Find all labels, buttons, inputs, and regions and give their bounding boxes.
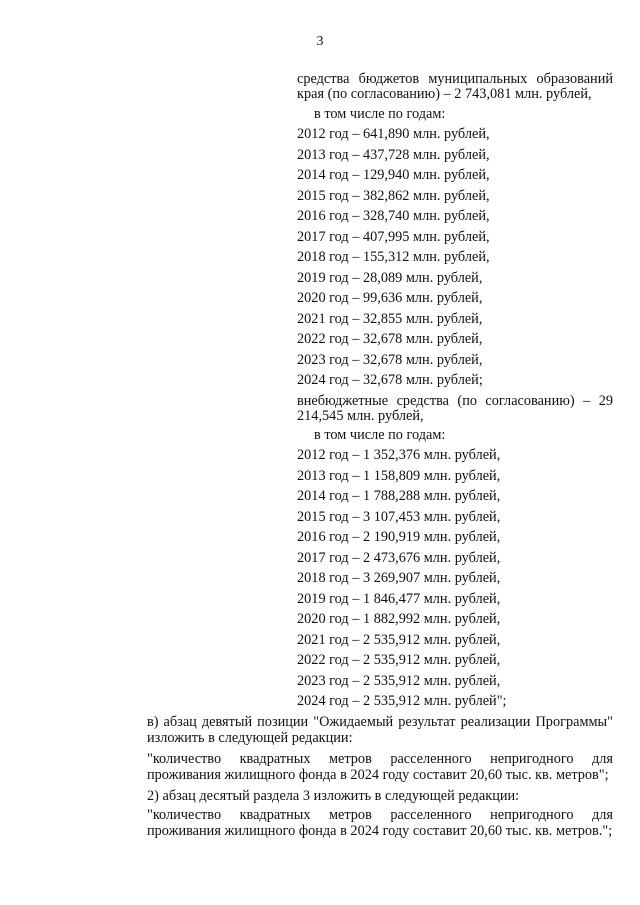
extrabudget-year-2018: 2018 год – 3 269,907 млн. рублей,: [297, 570, 501, 586]
extrabudget-year-2012: 2012 год – 1 352,376 млн. рублей,: [297, 447, 501, 463]
municipal-intro: средства бюджетов муниципальных образований края (по согласованию) – 2 743,081 млн. рублей,: [297, 71, 613, 102]
extrabudget-year-2022: 2022 год – 2 535,912 млн. рублей,: [297, 652, 501, 668]
municipal-year-2023: 2023 год – 32,678 млн. рублей,: [297, 352, 483, 368]
paragraph-item-2: 2) абзац десятый раздела 3 изложить в следующей редакции:: [147, 788, 520, 804]
extrabudget-year-2020: 2020 год – 1 882,992 млн. рублей,: [297, 611, 501, 627]
extrabudget-year-2016: 2016 год – 2 190,919 млн. рублей,: [297, 529, 501, 545]
municipal-year-2022: 2022 год – 32,678 млн. рублей,: [297, 331, 483, 347]
municipal-year-2016: 2016 год – 328,740 млн. рублей,: [297, 208, 490, 224]
extrabudget-year-2024: 2024 год – 2 535,912 млн. рублей";: [297, 693, 507, 709]
municipal-year-2020: 2020 год – 99,636 млн. рублей,: [297, 290, 483, 306]
page-number: 3: [316, 34, 324, 49]
extrabudget-year-2023: 2023 год – 2 535,912 млн. рублей,: [297, 673, 501, 689]
municipal-year-2012: 2012 год – 641,890 млн. рублей,: [297, 126, 490, 142]
extrabudget-year-2019: 2019 год – 1 846,477 млн. рублей,: [297, 591, 501, 607]
extrabudget-intro: внебюджетные средства (по согласованию) – 29 214,545 млн. рублей,: [297, 393, 613, 424]
municipal-year-2019: 2019 год – 28,089 млн. рублей,: [297, 270, 483, 286]
extrabudget-year-2017: 2017 год – 2 473,676 млн. рублей,: [297, 550, 501, 566]
extrabudget-year-2015: 2015 год – 3 107,453 млн. рублей,: [297, 509, 501, 525]
paragraph-quote-2: "количество квадратных метров расселенного непригодного для проживания жилищного фонда в 2024 году составит 20,60 тыс. кв. метров.";: [147, 807, 613, 839]
extrabudget-year-2013: 2013 год – 1 158,809 млн. рублей,: [297, 468, 501, 484]
municipal-year-2018: 2018 год – 155,312 млн. рублей,: [297, 249, 490, 265]
municipal-year-2013: 2013 год – 437,728 млн. рублей,: [297, 147, 490, 163]
municipal-year-2017: 2017 год – 407,995 млн. рублей,: [297, 229, 490, 245]
extrabudget-year-2014: 2014 год – 1 788,288 млн. рублей,: [297, 488, 501, 504]
municipal-year-2014: 2014 год – 129,940 млн. рублей,: [297, 167, 490, 183]
municipal-by-years: в том числе по годам:: [314, 106, 446, 122]
paragraph-quote-1: "количество квадратных метров расселенного непригодного для проживания жилищного фонда в 2024 году составит 20,60 тыс. кв. метров";: [147, 751, 613, 783]
municipal-year-2024: 2024 год – 32,678 млн. рублей;: [297, 372, 483, 388]
extrabudget-year-2021: 2021 год – 2 535,912 млн. рублей,: [297, 632, 501, 648]
extrabudget-by-years: в том числе по годам:: [314, 427, 446, 443]
paragraph-item-v: в) абзац девятый позиции "Ожидаемый результат реализации Программы" изложить в следующей редакции:: [147, 714, 613, 746]
municipal-year-2015: 2015 год – 382,862 млн. рублей,: [297, 188, 490, 204]
municipal-year-2021: 2021 год – 32,855 млн. рублей,: [297, 311, 483, 327]
